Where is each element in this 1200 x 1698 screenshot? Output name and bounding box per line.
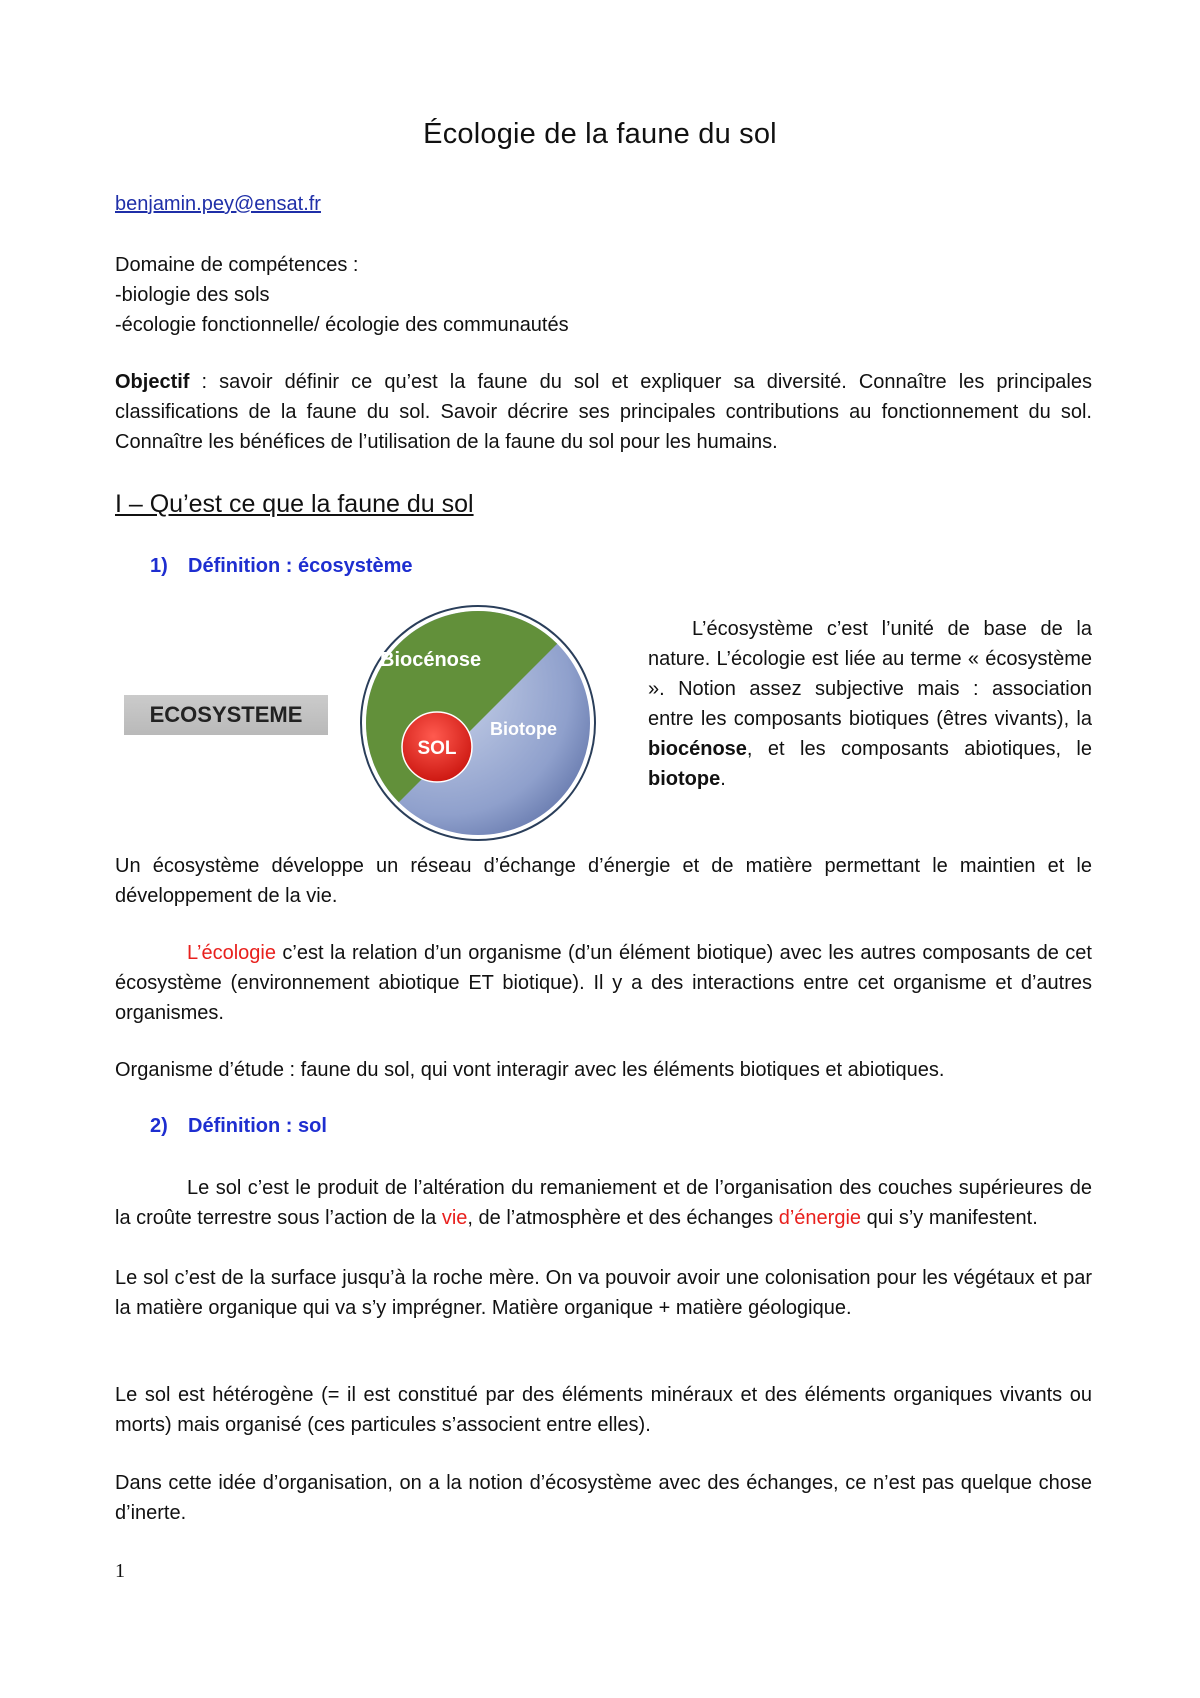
subheading-number: 2) xyxy=(150,1115,168,1137)
email-link[interactable]: benjamin.pey@ensat.fr xyxy=(115,193,321,215)
domain-label: Domaine de compétences : xyxy=(115,254,359,276)
ecosystem-diagram xyxy=(358,603,598,843)
ecology-term: L’écologie xyxy=(187,942,276,964)
domain-item-1: -biologie des sols xyxy=(115,284,270,306)
ecosystem-label: ECOSYSTEME xyxy=(124,695,328,735)
soil-def-text-2: , de l’atmosphère et des échanges xyxy=(467,1207,779,1229)
soil-def-vie: vie xyxy=(441,1207,468,1229)
surface-paragraph: Le sol c’est de la surface jusqu’à la roche mère. On va pouvoir avoir une colonisation pour les végétaux et par la matière organique qui va s’y imprégner. Matière organique + matière géologique. xyxy=(115,1267,1092,1319)
soil-def-text-3: qui s’y manifestent. xyxy=(861,1207,1038,1229)
eco-side-text-1: L’écosystème c’est l’unité de base de la nature. L’écologie est liée au terme « écosystème ». Notion assez subjective mais : association entre les composants biotiques (êtres vivants), la xyxy=(648,618,1092,730)
eco-side-text-2: , et les composants abiotiques, le xyxy=(746,738,1092,760)
ecosystem-side-text xyxy=(648,614,1092,794)
page-number: 1 xyxy=(115,1560,125,1582)
subheading-ecosystem xyxy=(150,555,413,578)
objective-paragraph xyxy=(115,367,1092,457)
domain-section xyxy=(115,250,1092,340)
objective-text: : savoir définir ce qu’est la faune du sol et expliquer sa diversité. Connaître les principales classifications de la faune du sol. Savoir décrire ses principales contributions au fonctionnement du sol. Connaître les bénéfices de l’utilisation de la faune du sol pour les humains. xyxy=(115,371,1092,453)
biotope-label: Biotope xyxy=(490,719,557,739)
sol-label: SOL xyxy=(417,738,457,759)
page-title: Écologie de la faune du sol xyxy=(423,118,777,150)
eco-side-biotope: biotope xyxy=(648,768,721,790)
objective-label: Objectif xyxy=(115,371,190,393)
ecology-text: c’est la relation d’un organisme (d’un élément biotique) avec les autres composants de cet écosystème (environnement abiotique ET biotique). Il y a des interactions entre cet organisme et d’autres organismes. xyxy=(115,942,1092,1024)
eco-side-text-3: . xyxy=(720,768,726,790)
subheading-title: Définition : écosystème xyxy=(188,555,413,577)
eco-side-biocenose: biocénose xyxy=(648,738,747,760)
organisation-paragraph: Dans cette idée d’organisation, on a la notion d’écosystème avec des échanges, ce n’est pas quelque chose d’inerte. xyxy=(115,1472,1092,1524)
subheading-number: 1) xyxy=(150,555,168,577)
network-paragraph: Un écosystème développe un réseau d’échange d’énergie et de matière permettant le maintien et le développement de la vie. xyxy=(115,855,1092,907)
soil-definition-paragraph xyxy=(115,1173,1092,1233)
ecology-paragraph xyxy=(115,938,1092,1028)
subheading-soil xyxy=(150,1115,327,1138)
section-heading-1: I – Qu’est ce que la faune du sol xyxy=(115,490,474,518)
biocenose-label: Biocénose xyxy=(380,649,482,671)
organism-paragraph: Organisme d’étude : faune du sol, qui vont interagir avec les éléments biotiques et abiotiques. xyxy=(115,1059,945,1081)
heterogeneous-paragraph: Le sol est hétérogène (= il est constitué par des éléments minéraux et des éléments organiques vivants ou morts) mais organisé (ces particules s’associent entre elles). xyxy=(115,1384,1092,1436)
subheading-title: Définition : sol xyxy=(188,1115,327,1137)
soil-def-text-1: Le sol c’est le produit de l’altération du remaniement et de l’organisation des couches supérieures de la croûte terrestre sous l’action de la xyxy=(115,1177,1092,1229)
soil-def-energie: d’énergie xyxy=(778,1207,862,1229)
domain-item-2: -écologie fonctionnelle/ écologie des communautés xyxy=(115,314,569,336)
